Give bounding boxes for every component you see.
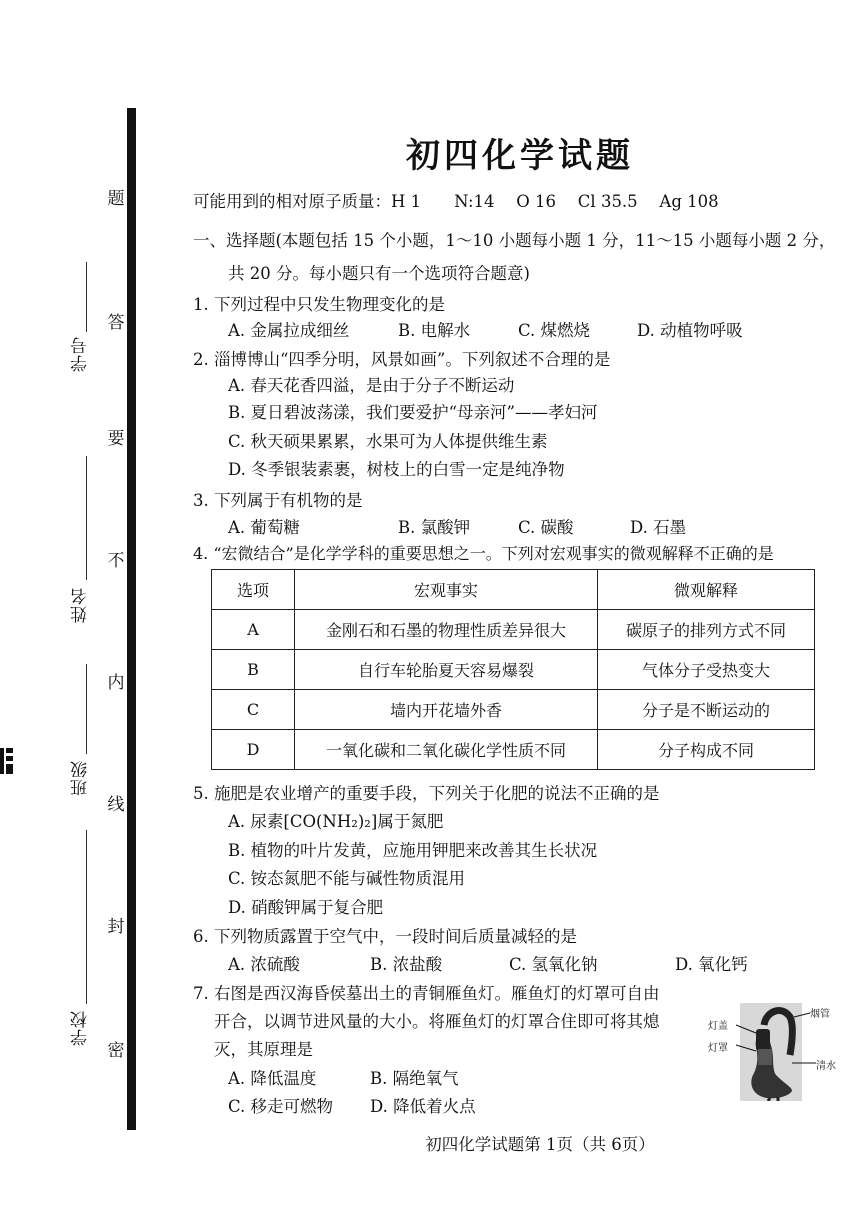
table-cell: 碳原子的排列方式不同 [598,610,815,650]
table-cell: D [212,730,295,770]
binding-margin-bar [127,108,136,1130]
q1-option-c[interactable]: C. 煤燃烧 [518,321,591,340]
q5-option-d[interactable]: D. 硝酸钾属于复合肥 [228,898,384,917]
seal-char: 内 [107,673,125,693]
table-row [212,610,815,650]
goose-fish-lamp-figure [706,1003,836,1101]
table-header: 宏观事实 [295,570,598,610]
table-cell: 气体分子受热变大 [598,650,815,690]
q3-option-c[interactable]: C. 碳酸 [518,518,574,537]
q1-option-d[interactable]: D. 动植物呼吸 [637,321,743,340]
question-7-stem-cont: 灭，其原理是 [214,1040,313,1059]
student-id-blank[interactable] [86,262,87,332]
scan-mark [0,748,14,774]
class-label: 班级 [71,760,91,796]
seal-char: 答 [107,313,125,333]
q7-option-a[interactable]: A. 降低温度 [228,1069,317,1088]
question-2-stem: 2. 淄博博山“四季分明，风景如画”。下列叙述不合理的是 [193,350,611,369]
q5-option-a[interactable]: A. 尿素[CO(NH₂)₂]属于氮肥 [228,812,444,831]
seal-char: 要 [107,429,125,449]
q6-option-c[interactable]: C. 氢氧化钠 [509,955,598,974]
q5-option-c[interactable]: C. 铵态氮肥不能与碱性物质混用 [228,869,466,888]
section-heading-cont: 共 20 分。每小题只有一个选项符合题意) [228,264,530,283]
page-title: 初四化学试题 [406,136,634,176]
class-blank[interactable] [86,664,87,754]
school-blank[interactable] [86,830,87,1004]
q4-table [211,569,815,770]
table-row [212,650,815,690]
seal-char: 不 [107,551,125,571]
table-cell: 分子是不断运动的 [598,690,815,730]
table-header: 微观解释 [598,570,815,610]
question-1-stem: 1. 下列过程中只发生物理变化的是 [193,295,445,314]
label-smoke-tube: 烟管 [810,1009,830,1020]
table-cell: B [212,650,295,690]
school-label: 学校 [71,1010,91,1046]
q3-option-b[interactable]: B. 氯酸钾 [398,518,471,537]
q1-option-a[interactable]: A. 金属拉成细丝 [228,321,350,340]
q2-option-a[interactable]: A. 春天花香四溢，是由于分子不断运动 [228,376,515,395]
table-cell: A [212,610,295,650]
question-7-stem: 7. 右图是西汉海昏侯墓出土的青铜雁鱼灯。雁鱼灯的灯罩可自由 [193,984,660,1003]
table-row [212,730,815,770]
question-4-stem: 4. “宏微结合”是化学学科的重要思想之一。下列对宏观事实的微观解释不正确的是 [193,544,774,563]
table-header: 选项 [212,570,295,610]
q7-option-c[interactable]: C. 移走可燃物 [228,1097,334,1116]
q6-option-b[interactable]: B. 浓盐酸 [370,955,443,974]
q2-option-c[interactable]: C. 秋天硕果累累，水果可为人体提供维生素 [228,432,548,451]
seal-char: 密 [107,1041,125,1061]
atomic-masses: 可能用到的相对原子质量：H 1 N:14 O 16 Cl 35.5 Ag 108 [193,192,719,211]
label-water: 清水 [816,1061,836,1072]
table-header-row [212,570,815,610]
question-6-stem: 6. 下列物质露置于空气中，一段时间后质量减轻的是 [193,927,577,946]
table-row [212,690,815,730]
q7-option-d[interactable]: D. 降低着火点 [370,1097,476,1116]
q2-option-b[interactable]: B. 夏日碧波荡漾，我们要爱护“母亲河”——孝妇河 [228,403,598,422]
q3-option-d[interactable]: D. 石墨 [630,518,687,537]
seal-char: 封 [107,917,125,937]
question-3-stem: 3. 下列属于有机物的是 [193,491,363,510]
section-heading: 一、选择题(本题包括 15 个小题，1～10 小题每小题 1 分，11～15 小题每小题 2 分， [193,231,836,250]
table-cell: 自行车轮胎夏天容易爆裂 [295,650,598,690]
label-cover: 灯罩 [708,1043,728,1054]
name-blank[interactable] [86,456,87,580]
q6-option-d[interactable]: D. 氧化钙 [675,955,748,974]
table-cell: 分子构成不同 [598,730,815,770]
student-id-label: 学号 [71,336,91,372]
table-cell: 墙内开花墙外香 [295,690,598,730]
label-lamp-shade: 灯盖 [708,1021,728,1032]
page-footer: 初四化学试题第 1页（共 6页） [425,1135,655,1154]
q2-option-d[interactable]: D. 冬季银装素裹，树枝上的白雪一定是纯净物 [228,460,565,479]
question-5-stem: 5. 施肥是农业增产的重要手段，下列关于化肥的说法不正确的是 [193,784,660,803]
seal-char: 线 [107,795,125,815]
q6-option-a[interactable]: A. 浓硫酸 [228,955,300,974]
name-label: 姓名 [71,587,91,623]
table-cell: 金刚石和石墨的物理性质差异很大 [295,610,598,650]
seal-char: 题 [107,189,125,209]
q1-option-b[interactable]: B. 电解水 [398,321,471,340]
q5-option-b[interactable]: B. 植物的叶片发黄，应施用钾肥来改善其生长状况 [228,841,598,860]
q7-option-b[interactable]: B. 隔绝氧气 [370,1069,459,1088]
table-cell: 一氧化碳和二氧化碳化学性质不同 [295,730,598,770]
q3-option-a[interactable]: A. 葡萄糖 [228,518,300,537]
question-7-stem-cont: 开合，以调节进风量的大小。将雁鱼灯的灯罩合住即可将其熄 [214,1012,660,1031]
table-cell: C [212,690,295,730]
